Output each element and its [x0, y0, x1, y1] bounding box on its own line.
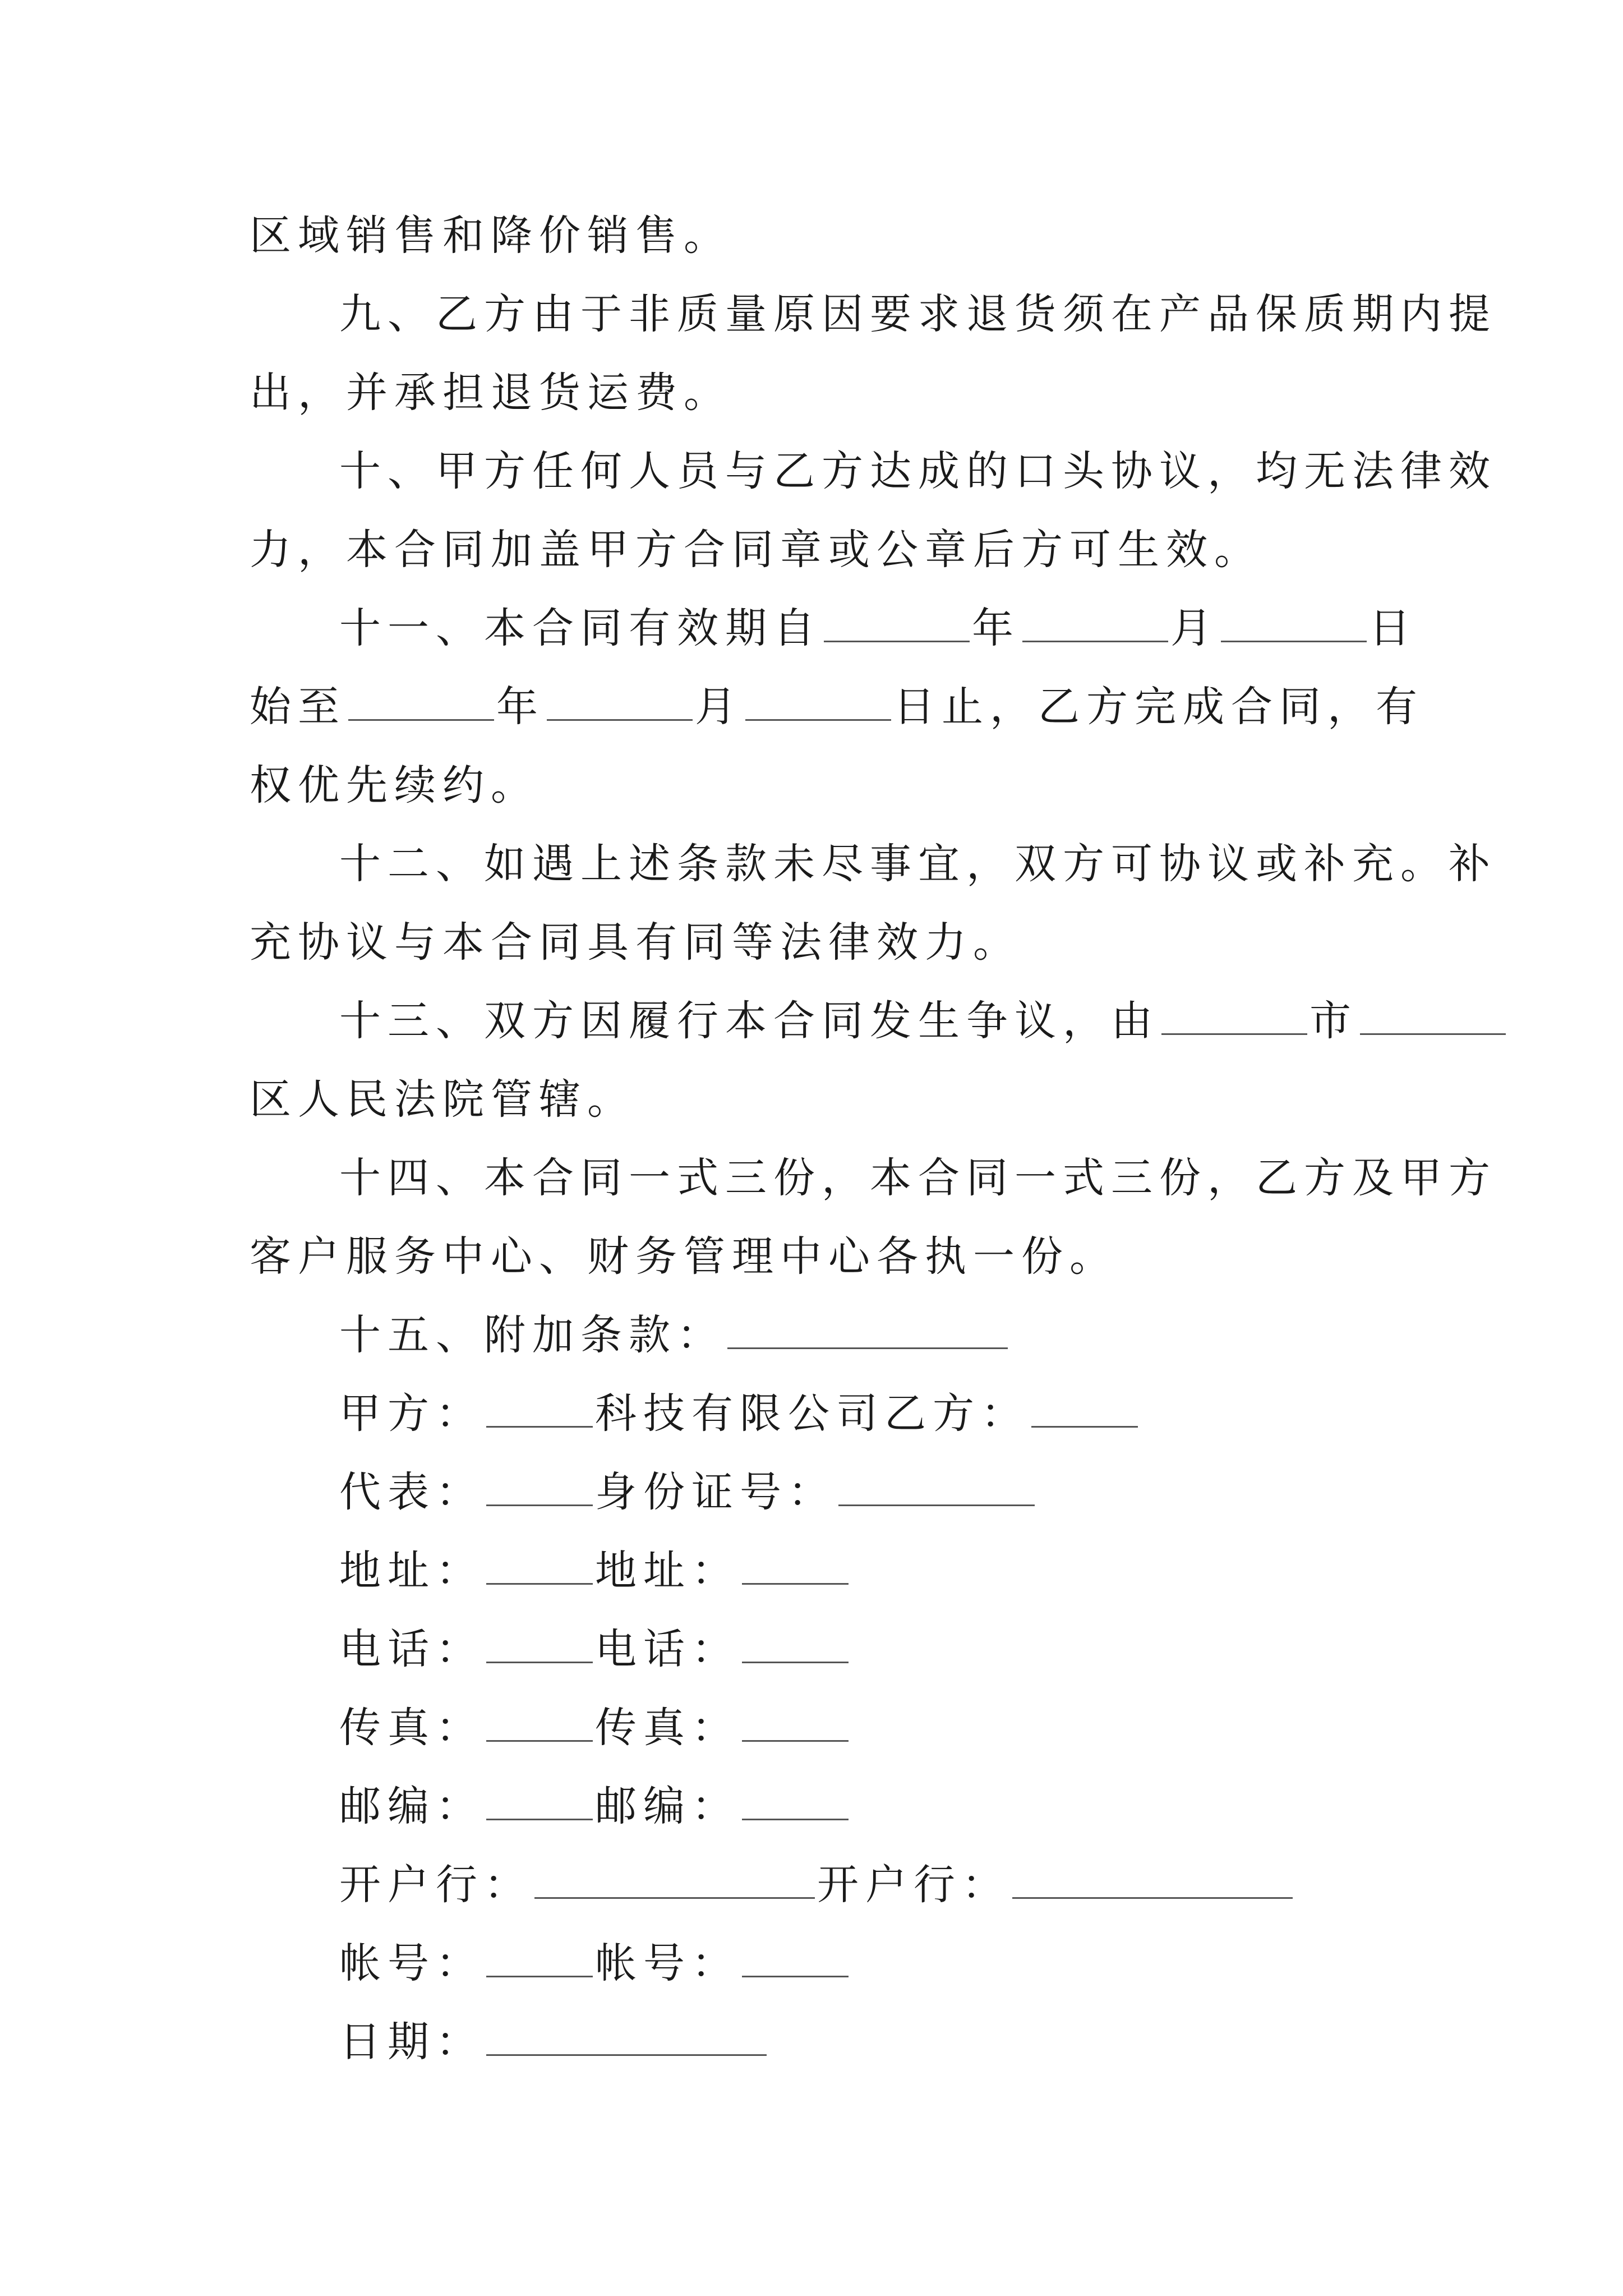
clause-12-line-1: 十二、如遇上述条款未尽事宜，双方可协议或补充。补 [339, 840, 1497, 888]
clause-14-line-1: 十四、本合同一式三份，本合同一式三份，乙方及甲方 [339, 1154, 1497, 1202]
rep-label: 代表： [339, 1468, 484, 1516]
blank-start-month [1022, 599, 1168, 642]
blank-end-day [745, 678, 891, 721]
blank-party-b [1031, 1384, 1138, 1428]
clause-13-line-1 [339, 990, 1478, 1052]
blank-end-year [348, 678, 494, 721]
blank-bank-b [1012, 1856, 1293, 1899]
account-line [339, 1932, 1478, 1994]
clause-13-prefix: 十三、双方因履行本合同发生争议，由 [339, 997, 1159, 1045]
clause-11-line2-end: 日止，乙方完成合同，有 [893, 683, 1424, 731]
clause-11-line-2 [250, 676, 1424, 738]
bank-line [339, 1854, 1478, 1916]
bank-b-label: 开户行： [817, 1861, 1010, 1909]
party-a-company: 科技有限公司乙方： [595, 1389, 1029, 1438]
blank-district [1360, 992, 1506, 1035]
city-label: 市 [1310, 997, 1358, 1045]
blank-end-month [547, 678, 693, 721]
blank-phone-a [486, 1620, 593, 1663]
blank-phone-b [742, 1620, 849, 1663]
clause-15-label: 十五、附加条款： [339, 1311, 725, 1359]
clause-15-line [339, 1304, 1478, 1366]
fax-a-label: 传真： [339, 1704, 484, 1752]
clause-11-prefix: 十一、本合同有效期自 [339, 604, 822, 652]
blank-fax-a [486, 1699, 593, 1742]
party-line [339, 1383, 1478, 1444]
blank-additional-terms [727, 1306, 1008, 1349]
day-label: 日 [1369, 604, 1417, 652]
clause-14-line-2: 客户服务中心、财务管理中心各执一份。 [250, 1232, 1118, 1281]
blank-rep [486, 1463, 593, 1506]
month-label: 月 [1170, 604, 1219, 652]
phone-a-label: 电话： [339, 1625, 484, 1673]
party-a-label: 甲方： [339, 1389, 484, 1438]
blank-party-a [486, 1384, 593, 1428]
blank-city [1161, 992, 1307, 1035]
zip-b-label: 邮编： [595, 1782, 740, 1830]
clause-10-line-1: 十、甲方任何人员与乙方达成的口头协议，均无法律效 [339, 447, 1497, 495]
clause-9-line-1: 九、乙方由于非质量原因要求退货须在产品保质期内提 [339, 290, 1497, 338]
account-b-label: 帐号： [595, 1939, 740, 1987]
blank-account-b [742, 1934, 849, 1977]
zip-line [339, 1775, 1478, 1837]
blank-bank-a [534, 1856, 815, 1899]
clause-10-line-2: 力，本合同加盖甲方合同章或公章后方可生效。 [250, 526, 1262, 574]
end-year-label: 年 [496, 683, 545, 731]
year-label: 年 [972, 604, 1020, 652]
account-a-label: 帐号： [339, 1939, 484, 1987]
zip-a-label: 邮编： [339, 1782, 484, 1830]
phone-line [339, 1618, 1478, 1680]
blank-zip-b [742, 1777, 849, 1820]
end-month-label: 月 [695, 683, 743, 731]
clause-9-line-2: 出，并承担退货运费。 [250, 369, 732, 417]
blank-zip-a [486, 1777, 593, 1820]
text-line-1: 区域销售和降价销售。 [250, 211, 732, 260]
fax-line [339, 1697, 1478, 1759]
bank-a-label: 开户行： [339, 1861, 532, 1909]
address-a-label: 地址： [339, 1547, 484, 1595]
address-b-label: 地址： [595, 1547, 740, 1595]
representative-line [339, 1461, 1478, 1523]
blank-account-a [486, 1934, 593, 1977]
clause-12-line-2: 充协议与本合同具有同等法律效力。 [250, 918, 1021, 967]
clause-11-line-1 [339, 597, 1478, 659]
blank-start-year [824, 599, 970, 642]
id-label: 身份证号： [595, 1468, 836, 1516]
phone-b-label: 电话： [595, 1625, 740, 1673]
fax-b-label: 传真： [595, 1704, 740, 1752]
blank-start-day [1221, 599, 1367, 642]
address-line [339, 1540, 1478, 1602]
date-label: 日期： [339, 2018, 484, 2066]
clause-11-line-3: 权优先续约。 [250, 761, 539, 809]
clause-11-line2-start: 始至 [250, 683, 346, 731]
clause-13-line-2: 区人民法院管辖。 [250, 1075, 635, 1124]
blank-id [838, 1463, 1035, 1506]
date-line [339, 2011, 1478, 2073]
blank-date [486, 2013, 767, 2056]
blank-fax-b [742, 1699, 849, 1742]
blank-address-b [742, 1542, 849, 1585]
blank-address-a [486, 1542, 593, 1585]
